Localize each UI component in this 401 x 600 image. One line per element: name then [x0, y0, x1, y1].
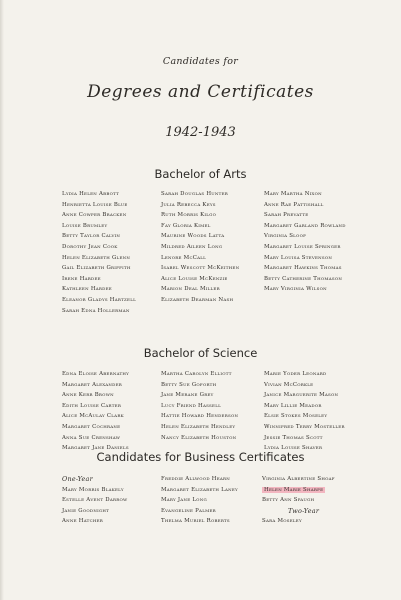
name-entry: Dorothy Jean Cook — [62, 243, 118, 250]
name-entry: Henrietta Louise Blue — [62, 201, 128, 208]
name-entry: Helen Elizabeth Hendley — [161, 423, 236, 430]
header-year: 1942-1943 — [165, 125, 236, 140]
ba-column-1 — [62, 189, 136, 316]
bc-column-3 — [262, 474, 335, 527]
section-title-business-certificates: Candidates for Business Certificates — [96, 450, 305, 464]
name-entry: Anne Rae Pattishall — [264, 201, 324, 208]
name-entry: Maurine Woods Latta — [161, 233, 225, 240]
name-entry: Irene Hardee — [62, 275, 101, 282]
subheading-one-year: One-Year — [62, 475, 93, 483]
ba-column-2 — [161, 189, 239, 306]
bc-column-1 — [62, 474, 127, 527]
name-entry: Sara Moseley — [262, 518, 302, 525]
name-entry: Anne Kerr Brown — [62, 392, 114, 399]
name-entry: Marion Deal Miller — [161, 286, 220, 293]
name-entry: Mary Jane Long — [161, 497, 207, 504]
name-entry: Freddie Allwood Hearn — [161, 476, 231, 482]
name-entry: Margaret Alexander — [62, 381, 123, 388]
name-entry: Mary Louisa Stevenson — [264, 254, 333, 261]
name-entry: Mary Morris Blakely — [62, 486, 124, 493]
name-entry: Elsie Stokes Moseley — [264, 413, 328, 420]
name-entry: Janice Marguerite Mason — [264, 392, 339, 399]
name-entry: Alice McAulay Clark — [62, 413, 124, 420]
name-entry: Kathleen Hardee — [62, 286, 112, 293]
name-entry: Estelle Avent Darrow — [62, 497, 128, 504]
highlighted-name-entry — [262, 485, 335, 496]
name-entry: Helen Elizabeth Glenn — [62, 254, 131, 261]
ba-column-3 — [264, 189, 346, 295]
subheading-two-year: Two-Year — [288, 506, 320, 515]
name-entry: Mary Virginia Wilson — [264, 286, 327, 293]
highlight-marker: Helen Marie Sharpe — [264, 486, 324, 493]
name-entry: Janie Goodnight — [62, 507, 110, 514]
name-entry: Sarah Edna Hollerman — [62, 307, 130, 314]
name-entry: Mary Lillie Meador — [264, 402, 322, 409]
bc-column-2 — [161, 474, 238, 527]
name-entry: Vivian McCorkle — [264, 381, 314, 388]
name-entry: Anne Hatcher — [62, 518, 104, 525]
name-entry: Mildred Aileen Long — [161, 243, 223, 250]
name-entry: Sarah Prevatte — [264, 212, 309, 219]
name-entry: Hattie Howard Henderson — [161, 413, 239, 420]
name-entry: Betty Catherine Thomason — [264, 275, 343, 282]
name-entry: Lucy Friend Hassell — [161, 402, 222, 409]
name-entry: Louise Brumley — [62, 222, 108, 229]
bs-column-2 — [161, 369, 238, 443]
name-entry: Jessie Thomas Scott — [264, 434, 323, 441]
section-title-bachelor-of-arts: Bachelor of Arts — [154, 167, 247, 181]
name-entry: Betty Ann Spaugh — [262, 497, 315, 504]
name-entry: Margaret Elizabeth Laney — [161, 486, 238, 493]
name-entry: Fay Gloria Kimel — [161, 222, 211, 229]
name-entry: Thelma Muriel Roberts — [161, 518, 230, 525]
name-entry: Isabel Wescott McKeithen — [161, 265, 240, 272]
name-entry: Julia Rebecca Keys — [161, 201, 216, 208]
name-entry: Martha Carolyn Elliott — [161, 371, 232, 377]
name-entry: Anne Cowper Bracken — [62, 212, 127, 219]
header-title: Degrees and Certificates — [87, 82, 314, 102]
name-entry: Sarah Douglas Hunter — [161, 191, 229, 197]
name-entry: Lydia Louise Shaver — [264, 445, 323, 452]
name-entry: Virginia Albertine Shoaf — [262, 476, 335, 482]
name-entry: Mary Martha Nixon — [264, 191, 322, 197]
name-entry: Eleanor Gladys Hartzell — [62, 296, 137, 303]
name-entry: Alice Louise McKenzie — [161, 275, 228, 282]
name-entry: Margaret Louise Springer — [264, 243, 341, 250]
name-entry: Margaret Hawkins Thomas — [264, 265, 342, 272]
name-entry: Winnifred Terry Mosteller — [264, 423, 345, 430]
name-entry: Ruth Morris Kilgo — [161, 212, 217, 219]
header-line-candidates-for: Candidates for — [162, 56, 239, 67]
name-entry: Anna Sue Crenshaw — [62, 434, 121, 441]
name-entry: Margaret Jane Daniels — [62, 445, 129, 452]
name-entry: Jane Merane Grey — [161, 392, 214, 399]
bs-column-3 — [264, 369, 345, 454]
name-entry: Lenore McCall — [161, 254, 207, 261]
name-entry: Edith Louise Carter — [62, 402, 122, 409]
name-entry: Gail Elizabeth Griffith — [62, 265, 131, 272]
name-entry: Virginia Sloop — [264, 233, 307, 240]
name-entry: Margaret Cochrane — [62, 423, 121, 430]
section-title-bachelor-of-science: Bachelor of Science — [143, 346, 258, 360]
name-entry: Evangeline Palmer — [161, 507, 216, 514]
name-entry: Marie Yoder Leonard — [264, 371, 327, 377]
name-entry: Margaret Garland Rowland — [264, 222, 346, 229]
name-entry: Lydia Helen Abbott — [62, 191, 120, 197]
bs-column-1 — [62, 369, 129, 454]
name-entry: Nancy Elizabeth Houston — [161, 434, 237, 441]
name-entry: Elizabeth Dearman Nash — [161, 296, 234, 303]
name-entry: Betty Sue Goforth — [161, 381, 217, 388]
name-entry: Edna Eloise Abernathy — [62, 371, 130, 377]
name-entry: Betty Taylor Calvin — [62, 233, 121, 240]
